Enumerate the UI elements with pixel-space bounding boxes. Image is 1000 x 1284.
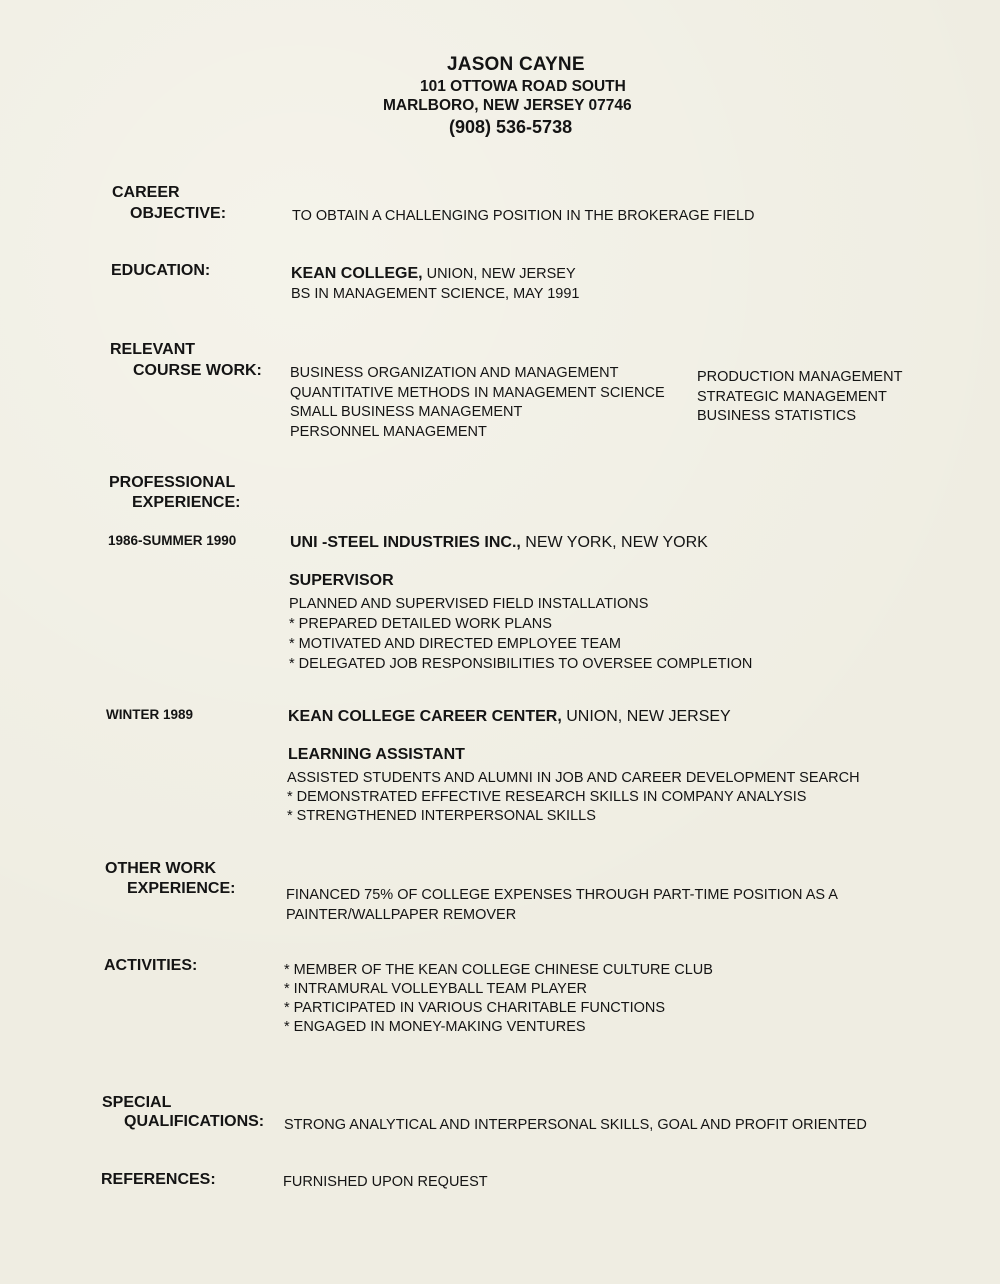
course-item: SMALL BUSINESS MANAGEMENT [290,404,523,420]
course-item: PRODUCTION MANAGEMENT [697,369,903,385]
job-duties [289,594,752,674]
other-experience-label: EXPERIENCE: [127,880,236,897]
references-label: REFERENCES: [101,1171,216,1188]
qualifications-label: QUALIFICATIONS: [124,1113,265,1130]
course-item: PERSONNEL MANAGEMENT [290,423,487,440]
references-text: FURNISHED UPON REQUEST [283,1174,488,1190]
company-name: UNI -STEEL INDUSTRIES INC., [290,534,521,551]
other-work-line: FINANCED 75% OF COLLEGE EXPENSES THROUGH PART-TIME POSITION AS A [286,887,838,903]
job-company-line [290,534,708,552]
degree-text: BS IN MANAGEMENT SCIENCE, MAY 1991 [291,286,580,302]
other-work-text [286,885,838,925]
education-school-line [291,265,576,283]
course-item: STRATEGIC MANAGEMENT [697,388,887,405]
job-title: LEARNING ASSISTANT [288,746,465,763]
activity-item: * ENGAGED IN MONEY-MAKING VENTURES [284,1019,586,1035]
company-location: NEW YORK, NEW YORK [520,534,708,551]
activities-label: ACTIVITIES: [104,957,198,974]
other-work-line: PAINTER/WALLPAPER REMOVER [286,907,517,923]
experience-label: EXPERIENCE: [132,494,241,511]
relevant-label: RELEVANT [110,341,196,358]
other-work-label: OTHER WORK [105,860,217,877]
job-dates: WINTER 1989 [106,707,194,722]
school-location: UNION, NEW JERSEY [422,266,576,282]
duty-item: PLANNED AND SUPERVISED FIELD INSTALLATIONS [289,596,649,612]
coursework-right-list [697,368,902,427]
phone-number: (908) 536-5738 [449,117,573,137]
school-name: KEAN COLLEGE, [291,265,423,282]
company-name: KEAN COLLEGE CAREER CENTER, [288,708,562,725]
activities-list [284,961,713,1037]
job-company-line [288,708,731,726]
duty-item: * PREPARED DETAILED WORK PLANS [289,616,552,632]
duty-item: * DELEGATED JOB RESPONSIBILITIES TO OVERSEE COMPLETION [289,656,753,672]
special-label: SPECIAL [102,1094,172,1111]
city-address: MARLBORO, NEW JERSEY 07746 [383,97,632,114]
career-label: CAREER [112,184,180,201]
duty-item: * MOTIVATED AND DIRECTED EMPLOYEE TEAM [289,636,621,652]
professional-label: PROFESSIONAL [109,474,236,491]
activity-item: * INTRAMURAL VOLLEYBALL TEAM PLAYER [284,981,587,997]
objective-label: OBJECTIVE: [130,205,227,222]
coursework-label: COURSE WORK: [133,362,262,379]
applicant-name: JASON CAYNE [447,54,585,75]
education-label: EDUCATION: [111,262,211,279]
street-address: 101 OTTOWA ROAD SOUTH [420,78,626,95]
objective-text: TO OBTAIN A CHALLENGING POSITION IN THE BROKERAGE FIELD [292,208,755,224]
activity-item: * PARTICIPATED IN VARIOUS CHARITABLE FUNCTIONS [284,1000,666,1016]
coursework-left-list [290,364,665,442]
course-item: QUANTITATIVE METHODS IN MANAGEMENT SCIENCE [290,384,665,401]
duty-item: ASSISTED STUDENTS AND ALUMNI IN JOB AND CAREER DEVELOPMENT SEARCH [287,770,860,786]
company-location: UNION, NEW JERSEY [561,708,731,725]
job-duties [287,769,860,826]
qualifications-text: STRONG ANALYTICAL AND INTERPERSONAL SKILLS, GOAL AND PROFIT ORIENTED [284,1117,867,1133]
job-dates: 1986-SUMMER 1990 [108,533,237,548]
activity-item: * MEMBER OF THE KEAN COLLEGE CHINESE CULTURE CLUB [284,962,713,978]
job-title: SUPERVISOR [289,572,394,589]
course-item: BUSINESS STATISTICS [697,408,856,424]
course-item: BUSINESS ORGANIZATION AND MANAGEMENT [290,365,619,381]
duty-item: * STRENGTHENED INTERPERSONAL SKILLS [287,808,596,824]
duty-item: * DEMONSTRATED EFFECTIVE RESEARCH SKILLS IN COMPANY ANALYSIS [287,789,807,805]
